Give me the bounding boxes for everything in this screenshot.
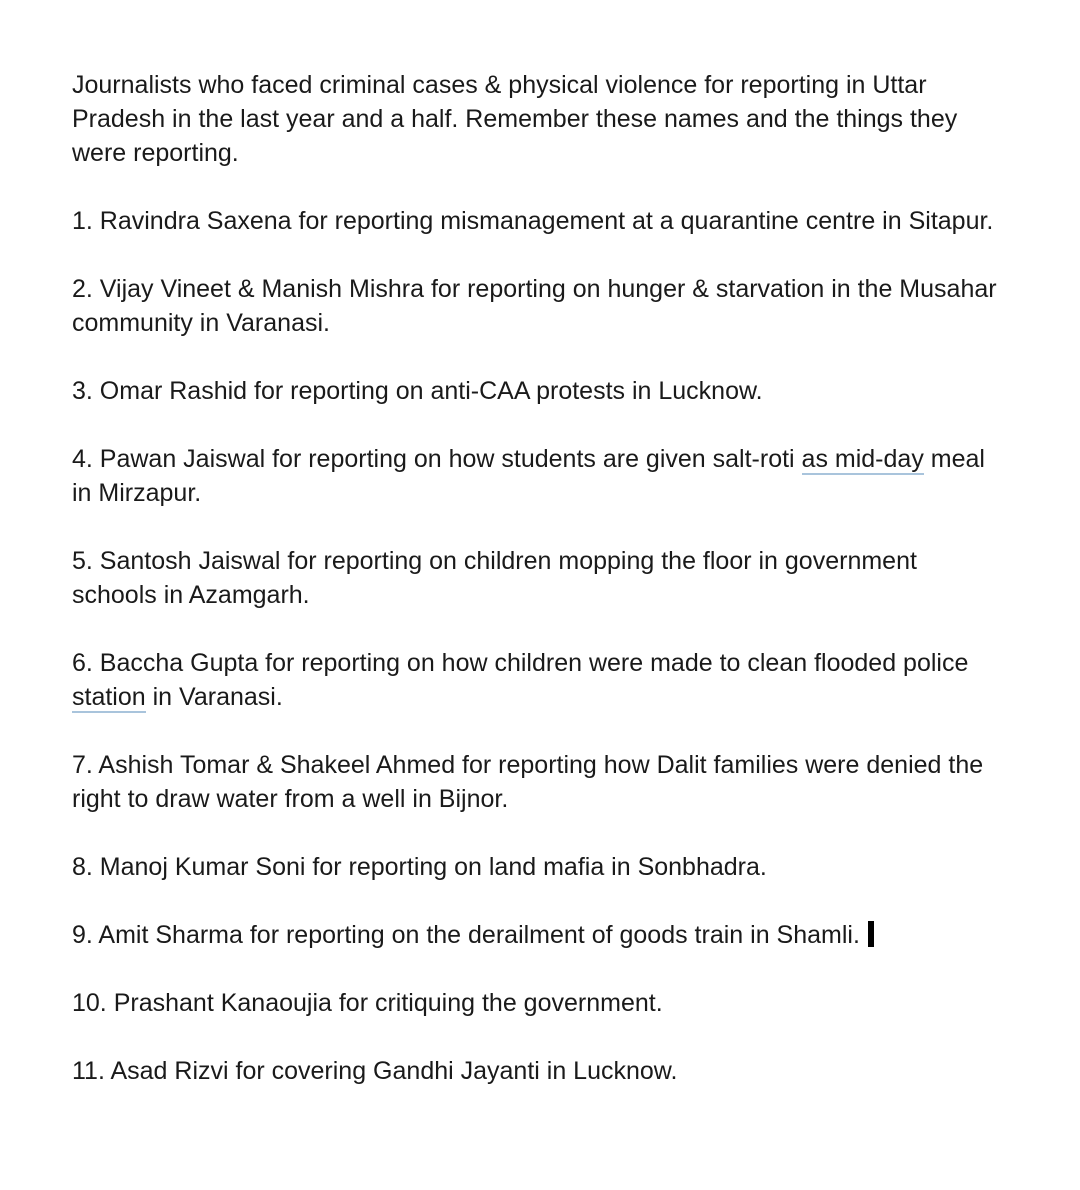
list-item-4-text-after: meal in Mirzapur. xyxy=(72,445,985,507)
list-item-11: 11. Asad Rizvi for covering Gandhi Jayanti in Lucknow. xyxy=(72,1057,678,1085)
list-item-6-text-before: 6. Baccha Gupta for reporting on how children were made to clean flooded police xyxy=(72,649,969,677)
list-item-7: 7. Ashish Tomar & Shakeel Ahmed for reporting how Dalit families were denied the right to draw water from a well in Bijnor. xyxy=(72,751,984,813)
list-item-6 xyxy=(72,646,1007,714)
list-item-3: 3. Omar Rashid for reporting on anti-CAA protests in Lucknow. xyxy=(72,377,763,405)
list-item-2: 2. Vijay Vineet & Manish Mishra for reporting on hunger & starvation in the Musahar community in Varanasi. xyxy=(72,275,997,337)
as-mid-day-link[interactable]: as mid-day xyxy=(801,445,924,473)
list-item-4-text-before: 4. Pawan Jaiswal for reporting on how students are given salt-roti xyxy=(72,445,802,473)
list-item-1: 1. Ravindra Saxena for reporting mismanagement at a quarantine centre in Sitapur. xyxy=(72,207,994,235)
list-item-9 xyxy=(72,918,1007,952)
list-item-8: 8. Manoj Kumar Soni for reporting on land mafia in Sonbhadra. xyxy=(72,853,767,881)
document-body xyxy=(72,68,1007,1088)
list-item-10: 10. Prashant Kanaoujia for critiquing the government. xyxy=(72,989,663,1017)
list-item-4 xyxy=(72,442,1007,510)
station-link[interactable]: station xyxy=(72,683,146,711)
list-item-6-text-after: in Varanasi. xyxy=(145,683,283,711)
list-item-5: 5. Santosh Jaiswal for reporting on children mopping the floor in government schools in Azamgarh. xyxy=(72,547,917,609)
intro-paragraph: Journalists who faced criminal cases & physical violence for reporting in Uttar Pradesh in the last year and a half. Remember these names and the things they were reporting. xyxy=(72,71,958,167)
text-cursor xyxy=(868,921,874,947)
list-item-9-text: 9. Amit Sharma for reporting on the derailment of goods train in Shamli. xyxy=(72,921,860,949)
